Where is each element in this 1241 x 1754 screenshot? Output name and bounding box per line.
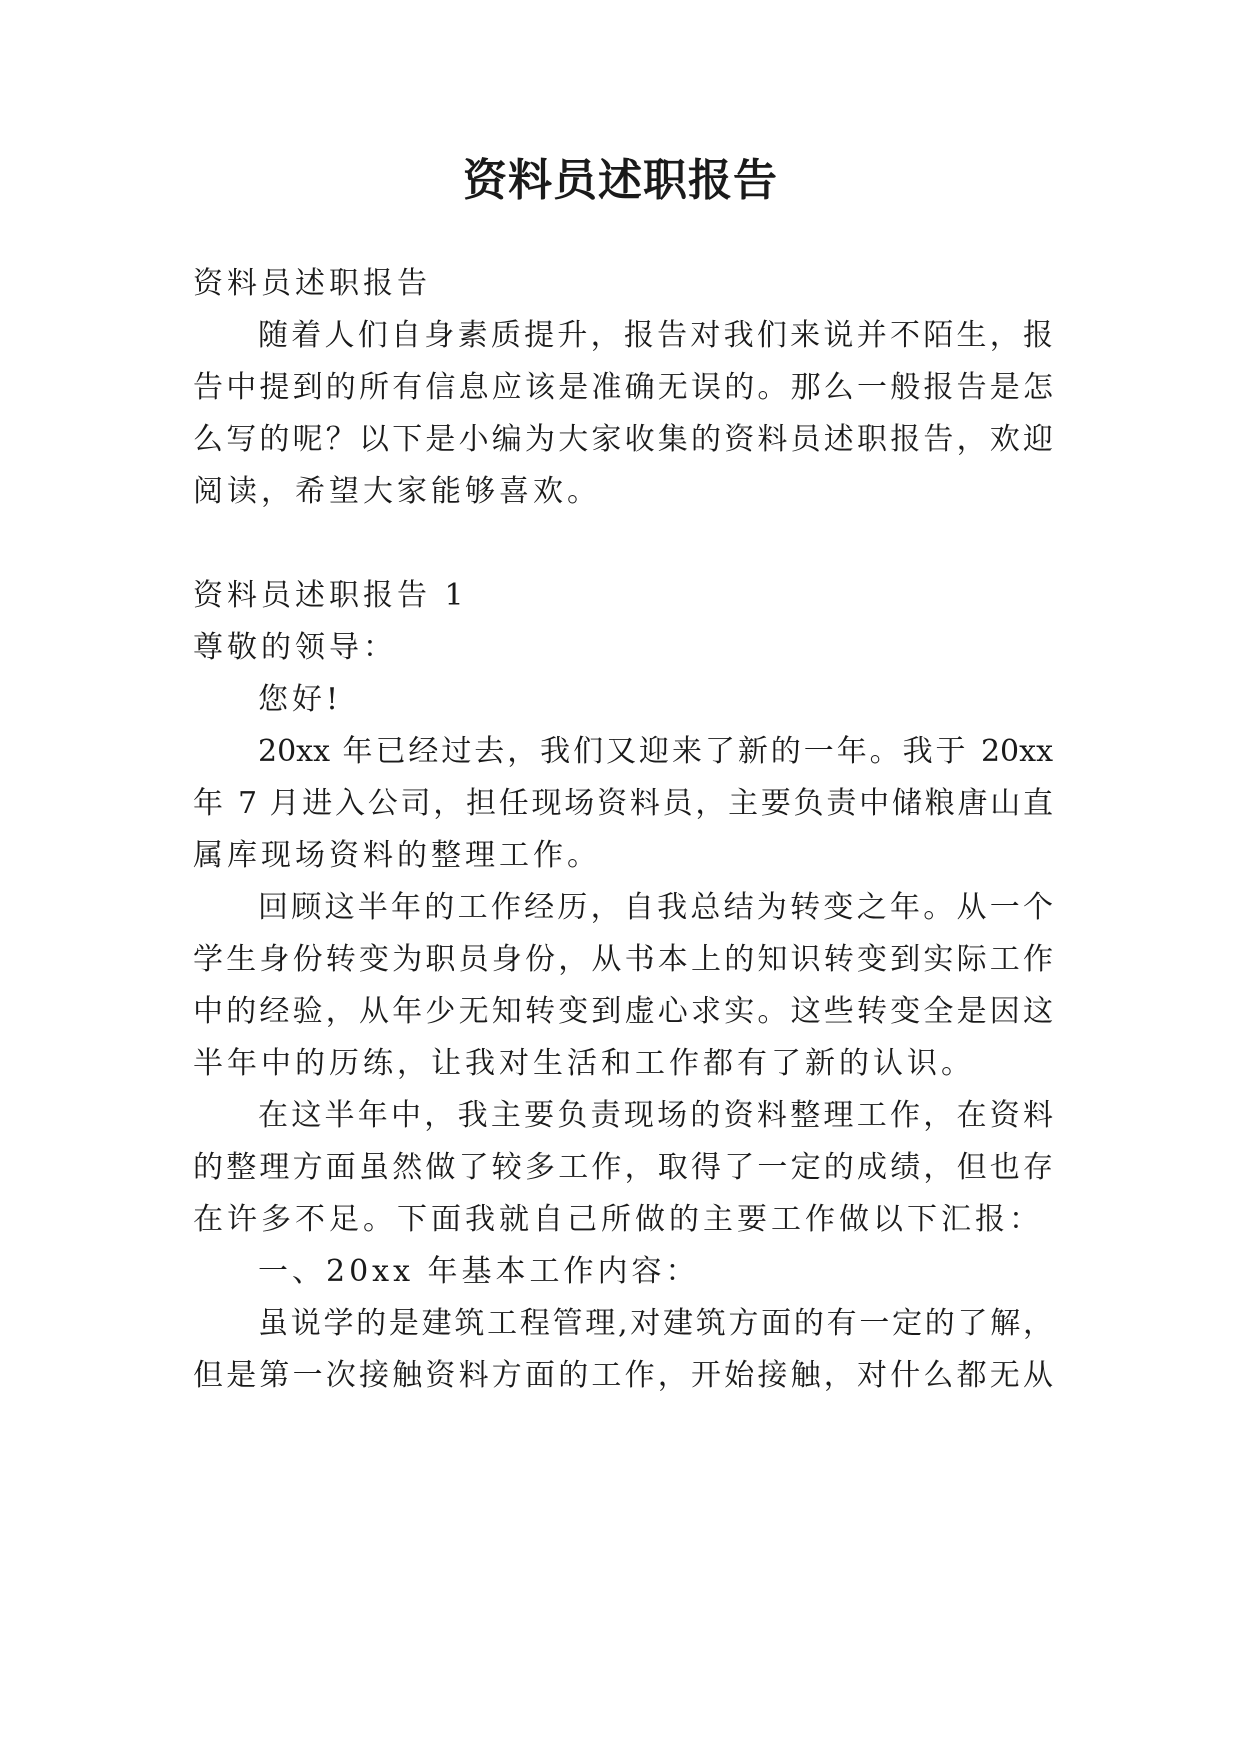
document-title: 资料员述职报告 — [463, 155, 778, 206]
paragraph-line: 中的经验，从年少无知转变到虚心求实。这些转变全是因这 — [193, 994, 1053, 1029]
paragraph-line: 虽说学的是建筑工程管理,对建筑方面的有一定的了解， — [258, 1306, 1053, 1341]
paragraph-line: 学生身份转变为职员身份，从书本上的知识转变到实际工作 — [193, 942, 1053, 977]
paragraph-line: 随着人们自身素质提升，报告对我们来说并不陌生，报 — [258, 318, 1053, 353]
paragraph-line: 年 7 月进入公司，担任现场资料员，主要负责中储粮唐山直 — [193, 786, 1053, 821]
paragraph-line: 回顾这半年的工作经历，自我总结为转变之年。从一个 — [258, 890, 1053, 925]
paragraph-line: 20xx 年已经过去，我们又迎来了新的一年。我于 20xx — [258, 734, 1053, 769]
salutation: 尊敬的领导： — [193, 630, 397, 665]
section-heading: 资料员述职报告 1 — [193, 578, 468, 613]
paragraph-line: 在许多不足。下面我就自己所做的主要工作做以下汇报： — [193, 1202, 1043, 1237]
paragraph-line: 告中提到的所有信息应该是准确无误的。那么一般报告是怎 — [193, 370, 1053, 405]
section-heading: 资料员述职报告 — [193, 266, 431, 301]
paragraph-line: 在这半年中，我主要负责现场的资料整理工作，在资料 — [258, 1098, 1053, 1133]
subsection-heading: 一、20xx 年基本工作内容： — [258, 1254, 700, 1289]
paragraph-line: 但是第一次接触资料方面的工作，开始接触，对什么都无从 — [193, 1358, 1053, 1393]
greeting: 您好! — [258, 682, 343, 717]
paragraph-line: 的整理方面虽然做了较多工作，取得了一定的成绩，但也存 — [193, 1150, 1053, 1185]
paragraph-line: 属库现场资料的整理工作。 — [193, 838, 601, 873]
paragraph-line: 阅读，希望大家能够喜欢。 — [193, 474, 601, 509]
paragraph-line: 么写的呢？以下是小编为大家收集的资料员述职报告，欢迎 — [193, 422, 1053, 457]
paragraph-line: 半年中的历练，让我对生活和工作都有了新的认识。 — [193, 1046, 975, 1081]
